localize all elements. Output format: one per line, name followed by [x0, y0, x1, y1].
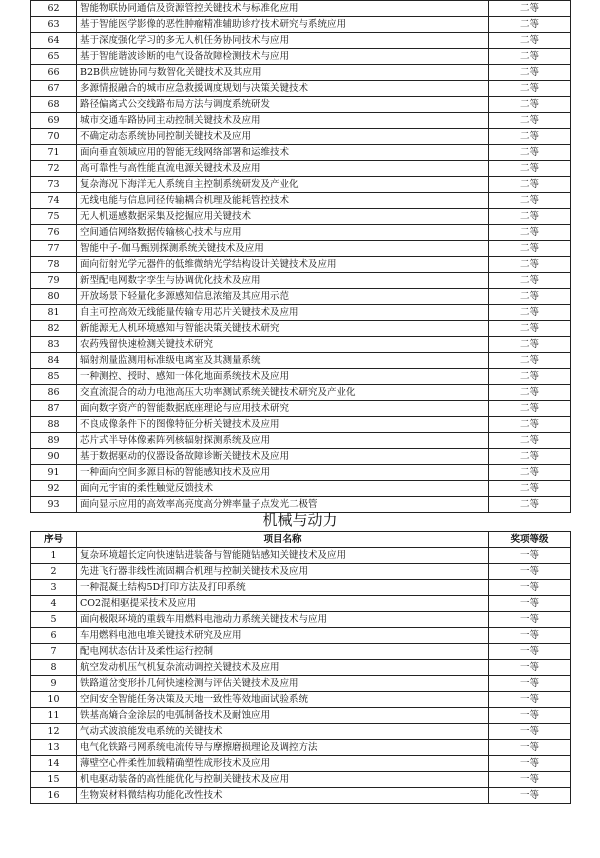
table-row — [31, 289, 571, 305]
award-level: 一等 — [489, 724, 571, 740]
project-name: 配电网状态估计及柔性运行控制 — [77, 644, 489, 660]
award-level: 二等 — [489, 161, 571, 177]
table-row — [31, 241, 571, 257]
project-name: 先进飞行器非线性流固耦合机理与控制关键技术及应用 — [77, 564, 489, 580]
table-row — [31, 257, 571, 273]
project-name: CO2混相驱提采技术及应用 — [77, 596, 489, 612]
table-row — [31, 305, 571, 321]
row-number: 7 — [31, 644, 77, 660]
row-number: 89 — [31, 433, 77, 449]
award-level: 二等 — [489, 1, 571, 17]
project-name: 复杂环境超长定向快速钻进装备与智能随钻感知关键技术及应用 — [77, 548, 489, 564]
table-row — [31, 433, 571, 449]
award-level: 一等 — [489, 596, 571, 612]
table-row — [31, 788, 571, 804]
row-number: 86 — [31, 385, 77, 401]
award-level: 一等 — [489, 548, 571, 564]
project-name: 无人机遥感数据采集及挖掘应用关键技术 — [77, 209, 489, 225]
table-row — [31, 724, 571, 740]
project-name: 芯片式半导体像素阵列核辐射探测系统及应用 — [77, 433, 489, 449]
table-row — [31, 17, 571, 33]
project-name: B2B供应链协同与数智化关键技术及其应用 — [77, 65, 489, 81]
table-row — [31, 612, 571, 628]
project-name: 面向衍射光学元器件的低维微纳光学结构设计关键技术及应用 — [77, 257, 489, 273]
row-number: 78 — [31, 257, 77, 273]
row-number: 16 — [31, 788, 77, 804]
award-level: 二等 — [489, 129, 571, 145]
award-level: 二等 — [489, 257, 571, 273]
table-row — [31, 209, 571, 225]
award-level: 一等 — [489, 708, 571, 724]
award-level: 一等 — [489, 788, 571, 804]
table-row — [31, 369, 571, 385]
row-number: 77 — [31, 241, 77, 257]
project-name: 基于深度强化学习的多无人机任务协同技术与应用 — [77, 33, 489, 49]
row-number: 2 — [31, 564, 77, 580]
row-number: 68 — [31, 97, 77, 113]
table-row — [31, 1, 571, 17]
award-level: 二等 — [489, 209, 571, 225]
row-number: 6 — [31, 628, 77, 644]
award-level: 二等 — [489, 449, 571, 465]
project-name: 航空发动机压气机复杂流动调控关键技术及应用 — [77, 660, 489, 676]
row-number: 13 — [31, 740, 77, 756]
project-name: 面向显示应用的高效率高亮度高分辨率量子点发光二极管 — [77, 497, 489, 513]
award-level: 二等 — [489, 417, 571, 433]
project-name: 辐射剂量监测用标准级电离室及其测量系统 — [77, 353, 489, 369]
row-number: 69 — [31, 113, 77, 129]
row-number: 12 — [31, 724, 77, 740]
table-row — [31, 417, 571, 433]
table-row — [31, 273, 571, 289]
project-name: 不良成像条件下的图像特征分析关键技术及应用 — [77, 417, 489, 433]
award-level: 一等 — [489, 612, 571, 628]
project-name: 农药残留快速检测关键技术研究 — [77, 337, 489, 353]
table-row — [31, 692, 571, 708]
project-name: 铁路道岔变形扑几何快速检测与评估关键技术及应用 — [77, 676, 489, 692]
award-level: 一等 — [489, 692, 571, 708]
award-level: 一等 — [489, 756, 571, 772]
row-number: 15 — [31, 772, 77, 788]
project-name: 高可靠性与高性能直流电源关键技术及应用 — [77, 161, 489, 177]
project-name: 面向数字资产的智能数据底座理论与应用技术研究 — [77, 401, 489, 417]
award-level: 二等 — [489, 465, 571, 481]
row-number: 79 — [31, 273, 77, 289]
table-row — [31, 113, 571, 129]
table-row — [31, 644, 571, 660]
row-number: 87 — [31, 401, 77, 417]
header-level: 奖项等级 — [489, 532, 571, 548]
row-number: 82 — [31, 321, 77, 337]
row-number: 11 — [31, 708, 77, 724]
row-number: 67 — [31, 81, 77, 97]
award-level: 一等 — [489, 644, 571, 660]
project-name: 多源情报融合的城市应急救援调度规划与决策关键技术 — [77, 81, 489, 97]
section-title: 机械与动力 — [262, 511, 338, 529]
table-row — [31, 353, 571, 369]
project-name: 薄壁空心件柔性加载精确塑性成形技术及应用 — [77, 756, 489, 772]
row-number: 90 — [31, 449, 77, 465]
row-number: 72 — [31, 161, 77, 177]
project-name: 空间安全智能任务决策及天地一致性等效地面试验系统 — [77, 692, 489, 708]
table-row — [31, 548, 571, 564]
row-number: 74 — [31, 193, 77, 209]
award-level: 二等 — [489, 241, 571, 257]
table-row — [31, 385, 571, 401]
project-name: 面向垂直领域应用的智能无线网络部署和运维技术 — [77, 145, 489, 161]
award-level: 一等 — [489, 740, 571, 756]
row-number: 85 — [31, 369, 77, 385]
row-number: 63 — [31, 17, 77, 33]
table-row — [31, 401, 571, 417]
table-row — [31, 193, 571, 209]
award-level: 一等 — [489, 580, 571, 596]
award-level: 二等 — [489, 353, 571, 369]
table-row — [31, 628, 571, 644]
table-row — [31, 481, 571, 497]
table-row — [31, 129, 571, 145]
row-number: 14 — [31, 756, 77, 772]
row-number: 9 — [31, 676, 77, 692]
project-name: 车用燃料电池电堆关键技术研究及应用 — [77, 628, 489, 644]
table-row — [31, 740, 571, 756]
award-level: 二等 — [489, 481, 571, 497]
table-row — [31, 81, 571, 97]
project-name: 基于智能医学影像的恶性肿瘤精准辅助诊疗技术研究与系统应用 — [77, 17, 489, 33]
row-number: 1 — [31, 548, 77, 564]
project-name: 电气化铁路弓网系统电流传导与摩擦磨损理论及调控方法 — [77, 740, 489, 756]
row-number: 76 — [31, 225, 77, 241]
award-level: 二等 — [489, 17, 571, 33]
project-name: 交直流混合的动力电池高压大功率测试系统关键技术研究及产业化 — [77, 385, 489, 401]
project-name: 新型配电网数字孪生与协调优化技术及应用 — [77, 273, 489, 289]
table-row — [31, 49, 571, 65]
table-row — [31, 177, 571, 193]
table-row — [31, 564, 571, 580]
row-number: 92 — [31, 481, 77, 497]
row-number: 65 — [31, 49, 77, 65]
award-level: 一等 — [489, 660, 571, 676]
table-row — [31, 225, 571, 241]
project-name: 智能中子-伽马甄别探测系统关键技术及应用 — [77, 241, 489, 257]
project-name: 一种混凝土结构5D打印方法及打印系统 — [77, 580, 489, 596]
award-level: 二等 — [489, 81, 571, 97]
table-row — [31, 321, 571, 337]
award-level: 二等 — [489, 177, 571, 193]
row-number: 70 — [31, 129, 77, 145]
award-level: 二等 — [489, 273, 571, 289]
project-name: 基于数据驱动的仪器设备故障诊断关键技术及应用 — [77, 449, 489, 465]
project-name: 生物炭材料微结构功能化改性技术 — [77, 788, 489, 804]
project-name: 开放场景下轻量化多源感知信息浓缩及其应用示范 — [77, 289, 489, 305]
project-name: 一种面向空间多源目标的智能感知技术及应用 — [77, 465, 489, 481]
project-name: 一种测控、授时、感知一体化地面系统技术及应用 — [77, 369, 489, 385]
project-name: 面向元宇宙的柔性触觉反馈技术 — [77, 481, 489, 497]
table-row — [31, 708, 571, 724]
award-level: 一等 — [489, 676, 571, 692]
row-number: 91 — [31, 465, 77, 481]
award-level: 二等 — [489, 113, 571, 129]
table-row — [31, 65, 571, 81]
award-level: 一等 — [489, 564, 571, 580]
project-name: 新能源无人机环境感知与智能决策关键技术研究 — [77, 321, 489, 337]
project-name: 城市交通车路协同主动控制关键技术及应用 — [77, 113, 489, 129]
row-number: 4 — [31, 596, 77, 612]
project-name: 路径偏离式公交线路布局方法与调度系统研发 — [77, 97, 489, 113]
row-number: 75 — [31, 209, 77, 225]
project-name: 智能物联协同通信及资源管控关键技术与标准化应用 — [77, 1, 489, 17]
project-name: 复杂海况下海洋无人系统自主控制系统研发及产业化 — [77, 177, 489, 193]
award-level: 二等 — [489, 497, 571, 513]
award-level: 一等 — [489, 772, 571, 788]
header-no: 序号 — [31, 532, 77, 548]
award-level: 二等 — [489, 145, 571, 161]
award-level: 二等 — [489, 289, 571, 305]
table-row — [31, 161, 571, 177]
project-name: 空间通信网络数据传输核心技术与应用 — [77, 225, 489, 241]
award-level: 二等 — [489, 49, 571, 65]
award-level: 一等 — [489, 628, 571, 644]
award-level: 二等 — [489, 193, 571, 209]
header-name: 项目名称 — [77, 532, 489, 548]
row-number: 83 — [31, 337, 77, 353]
row-number: 5 — [31, 612, 77, 628]
awards-table-continued — [30, 0, 571, 513]
table-row — [31, 145, 571, 161]
project-name: 气动式波浪能发电系统的关键技术 — [77, 724, 489, 740]
award-level: 二等 — [489, 305, 571, 321]
row-number: 71 — [31, 145, 77, 161]
table-row — [31, 660, 571, 676]
award-level: 二等 — [489, 369, 571, 385]
row-number: 8 — [31, 660, 77, 676]
project-name: 不确定动态系统协同控制关键技术及应用 — [77, 129, 489, 145]
table-header-row — [31, 532, 571, 548]
award-level: 二等 — [489, 33, 571, 49]
project-name: 面向极限环境的重载车用燃料电池动力系统关键技术与应用 — [77, 612, 489, 628]
awards-table-mechanical-power — [30, 531, 571, 804]
project-name: 无线电能与信息同径传输耦合机理及能耗管控技术 — [77, 193, 489, 209]
award-level: 二等 — [489, 97, 571, 113]
award-level: 二等 — [489, 65, 571, 81]
row-number: 62 — [31, 1, 77, 17]
row-number: 80 — [31, 289, 77, 305]
award-level: 二等 — [489, 385, 571, 401]
row-number: 88 — [31, 417, 77, 433]
table-row — [31, 465, 571, 481]
table-row — [31, 580, 571, 596]
row-number: 73 — [31, 177, 77, 193]
table-row — [31, 596, 571, 612]
table-row — [31, 337, 571, 353]
table-row — [31, 676, 571, 692]
table-row — [31, 449, 571, 465]
project-name: 基于智能谐波诊断的电气设备故障检测技术与应用 — [77, 49, 489, 65]
row-number: 93 — [31, 497, 77, 513]
project-name: 铁基高熵合金涂层的电弧制备技术及耐蚀应用 — [77, 708, 489, 724]
row-number: 3 — [31, 580, 77, 596]
row-number: 66 — [31, 65, 77, 81]
award-level: 二等 — [489, 433, 571, 449]
row-number: 10 — [31, 692, 77, 708]
table-row — [31, 772, 571, 788]
table-row — [31, 97, 571, 113]
award-level: 二等 — [489, 401, 571, 417]
award-level: 二等 — [489, 321, 571, 337]
row-number: 81 — [31, 305, 77, 321]
project-name: 机电驱动装备的高性能优化与控制关键技术及应用 — [77, 772, 489, 788]
project-name: 自主可控高效无线能量传输专用芯片关键技术及应用 — [77, 305, 489, 321]
award-level: 二等 — [489, 225, 571, 241]
row-number: 64 — [31, 33, 77, 49]
award-level: 二等 — [489, 337, 571, 353]
table-row — [31, 756, 571, 772]
row-number: 84 — [31, 353, 77, 369]
table-row — [31, 33, 571, 49]
